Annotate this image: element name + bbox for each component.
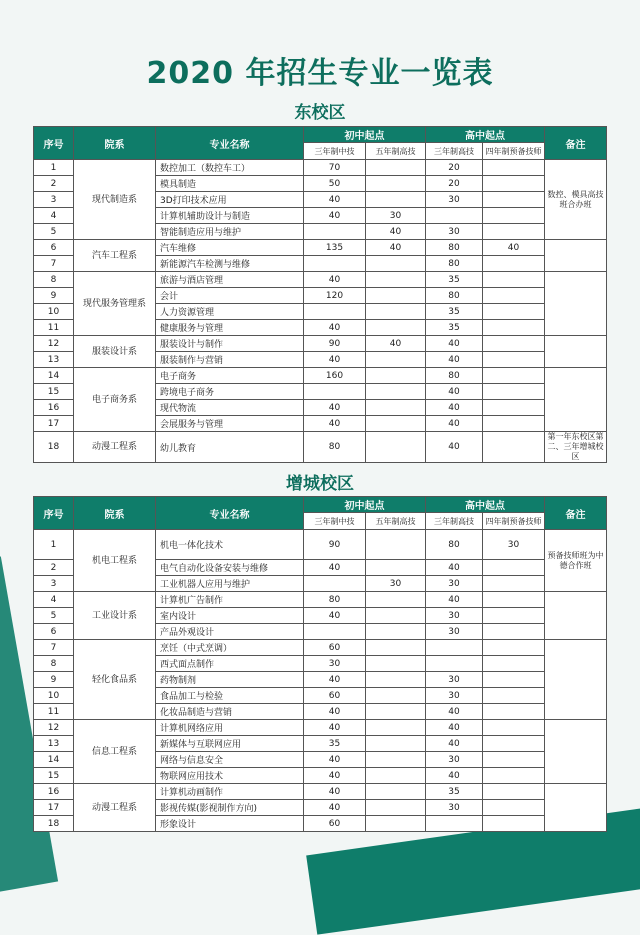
row-number: 13: [34, 352, 74, 368]
senior-3yr-quota: 80: [426, 288, 483, 304]
table-row: [34, 432, 607, 463]
row-number: 6: [34, 624, 74, 640]
senior-3yr-quota: [426, 208, 483, 224]
major-name: 人力资源管理: [156, 304, 304, 320]
major-name: 服装制作与营销: [156, 352, 304, 368]
junior-5yr-quota: [366, 672, 426, 688]
junior-3yr-quota: 40: [304, 672, 366, 688]
department-cell: 汽车工程系: [74, 240, 156, 272]
senior-4yr-quota: [483, 336, 545, 352]
header-note: 备注: [545, 497, 607, 530]
senior-3yr-quota: 40: [426, 560, 483, 576]
table-row: [34, 272, 607, 288]
header-senior: 高中起点: [426, 127, 545, 143]
table-row: [34, 530, 607, 560]
junior-5yr-quota: 40: [366, 224, 426, 240]
note-cell: [545, 592, 607, 640]
row-number: 2: [34, 560, 74, 576]
major-name: 服装设计与制作: [156, 336, 304, 352]
row-number: 14: [34, 752, 74, 768]
department-cell: 轻化食品系: [74, 640, 156, 720]
row-number: 18: [34, 432, 74, 463]
senior-3yr-quota: 30: [426, 800, 483, 816]
major-name: 3D打印技术应用: [156, 192, 304, 208]
junior-3yr-quota: 40: [304, 704, 366, 720]
senior-3yr-quota: 30: [426, 624, 483, 640]
major-name: 现代物流: [156, 400, 304, 416]
junior-3yr-quota: 40: [304, 320, 366, 336]
department-cell: 电子商务系: [74, 368, 156, 432]
row-number: 10: [34, 688, 74, 704]
page-title: 2020 年招生专业一览表: [146, 56, 494, 91]
senior-3yr-quota: 35: [426, 304, 483, 320]
header-senior: 高中起点: [426, 497, 545, 513]
senior-4yr-quota: [483, 400, 545, 416]
senior-3yr-quota: 40: [426, 384, 483, 400]
row-number: 18: [34, 816, 74, 832]
table-row: [34, 640, 607, 656]
major-name: 新能源汽车检测与维修: [156, 256, 304, 272]
row-number: 8: [34, 656, 74, 672]
senior-3yr-quota: 40: [426, 592, 483, 608]
header-no: 序号: [34, 127, 74, 160]
row-number: 6: [34, 240, 74, 256]
junior-3yr-quota: 40: [304, 800, 366, 816]
senior-3yr-quota: 40: [426, 768, 483, 784]
senior-4yr-quota: [483, 192, 545, 208]
department-cell: 动漫工程系: [74, 432, 156, 463]
junior-5yr-quota: [366, 352, 426, 368]
junior-5yr-quota: [366, 688, 426, 704]
row-number: 11: [34, 704, 74, 720]
department-cell: 动漫工程系: [74, 784, 156, 832]
junior-5yr-quota: [366, 768, 426, 784]
junior-3yr-quota: 40: [304, 192, 366, 208]
note-cell: [545, 336, 607, 368]
major-name: 智能制造应用与维护: [156, 224, 304, 240]
row-number: 13: [34, 736, 74, 752]
junior-3yr-quota: 35: [304, 736, 366, 752]
junior-5yr-quota: [366, 530, 426, 560]
table-row: [34, 784, 607, 800]
senior-3yr-quota: 80: [426, 240, 483, 256]
junior-5yr-quota: [366, 640, 426, 656]
junior-5yr-quota: [366, 160, 426, 176]
junior-5yr-quota: [366, 432, 426, 463]
header-c2: 五年制高技: [366, 513, 426, 530]
junior-3yr-quota: 40: [304, 352, 366, 368]
junior-5yr-quota: [366, 192, 426, 208]
senior-4yr-quota: [483, 384, 545, 400]
junior-5yr-quota: [366, 720, 426, 736]
senior-4yr-quota: [483, 256, 545, 272]
junior-5yr-quota: [366, 736, 426, 752]
senior-4yr-quota: [483, 800, 545, 816]
junior-3yr-quota: 60: [304, 640, 366, 656]
row-number: 9: [34, 288, 74, 304]
junior-5yr-quota: [366, 800, 426, 816]
row-number: 11: [34, 320, 74, 336]
junior-3yr-quota: 40: [304, 400, 366, 416]
major-name: 形象设计: [156, 816, 304, 832]
senior-4yr-quota: [483, 208, 545, 224]
row-number: 1: [34, 160, 74, 176]
header-dept: 院系: [74, 497, 156, 530]
header-c2: 五年制高技: [366, 143, 426, 160]
senior-4yr-quota: [483, 352, 545, 368]
major-name: 计算机动画制作: [156, 784, 304, 800]
junior-5yr-quota: [366, 592, 426, 608]
row-number: 5: [34, 224, 74, 240]
table-row: [34, 240, 607, 256]
major-name: 模具制造: [156, 176, 304, 192]
senior-4yr-quota: [483, 688, 545, 704]
junior-3yr-quota: [304, 256, 366, 272]
senior-4yr-quota: [483, 176, 545, 192]
header-c3: 三年制高技: [426, 513, 483, 530]
major-name: 旅游与酒店管理: [156, 272, 304, 288]
campus-title-zengcheng: 增城校区: [286, 474, 354, 494]
junior-5yr-quota: [366, 288, 426, 304]
junior-3yr-quota: 40: [304, 608, 366, 624]
row-number: 12: [34, 720, 74, 736]
senior-3yr-quota: 30: [426, 576, 483, 592]
major-name: 室内设计: [156, 608, 304, 624]
header-major: 专业名称: [156, 127, 304, 160]
junior-5yr-quota: [366, 272, 426, 288]
major-name: 食品加工与检验: [156, 688, 304, 704]
junior-5yr-quota: [366, 176, 426, 192]
senior-4yr-quota: [483, 592, 545, 608]
row-number: 8: [34, 272, 74, 288]
row-number: 3: [34, 576, 74, 592]
junior-3yr-quota: [304, 576, 366, 592]
senior-4yr-quota: [483, 656, 545, 672]
major-name: 计算机网络应用: [156, 720, 304, 736]
senior-4yr-quota: [483, 272, 545, 288]
major-name: 电气自动化设备安装与维修: [156, 560, 304, 576]
senior-4yr-quota: [483, 816, 545, 832]
junior-5yr-quota: [366, 320, 426, 336]
junior-3yr-quota: 90: [304, 336, 366, 352]
header-major: 专业名称: [156, 497, 304, 530]
row-number: 10: [34, 304, 74, 320]
department-cell: 现代服务管理系: [74, 272, 156, 336]
note-cell: [545, 240, 607, 272]
senior-3yr-quota: 20: [426, 176, 483, 192]
major-name: 西式面点制作: [156, 656, 304, 672]
major-name: 新媒体与互联网应用: [156, 736, 304, 752]
junior-3yr-quota: 40: [304, 208, 366, 224]
senior-4yr-quota: [483, 752, 545, 768]
senior-4yr-quota: [483, 608, 545, 624]
senior-4yr-quota: [483, 416, 545, 432]
senior-4yr-quota: [483, 320, 545, 336]
senior-4yr-quota: [483, 576, 545, 592]
junior-3yr-quota: 90: [304, 530, 366, 560]
senior-3yr-quota: 30: [426, 224, 483, 240]
major-name: 幼儿教育: [156, 432, 304, 463]
junior-3yr-quota: [304, 384, 366, 400]
senior-4yr-quota: [483, 432, 545, 463]
row-number: 5: [34, 608, 74, 624]
senior-3yr-quota: 40: [426, 352, 483, 368]
major-name: 产品外观设计: [156, 624, 304, 640]
row-number: 3: [34, 192, 74, 208]
senior-3yr-quota: [426, 656, 483, 672]
junior-3yr-quota: 160: [304, 368, 366, 384]
major-name: 计算机广告制作: [156, 592, 304, 608]
senior-3yr-quota: 40: [426, 704, 483, 720]
header-c3: 三年制高技: [426, 143, 483, 160]
row-number: 15: [34, 768, 74, 784]
senior-4yr-quota: [483, 288, 545, 304]
campus-title-east: 东校区: [294, 103, 346, 123]
junior-5yr-quota: [366, 416, 426, 432]
senior-4yr-quota: [483, 560, 545, 576]
junior-3yr-quota: 50: [304, 176, 366, 192]
senior-3yr-quota: 40: [426, 432, 483, 463]
junior-5yr-quota: [366, 656, 426, 672]
row-number: 17: [34, 416, 74, 432]
header-dept: 院系: [74, 127, 156, 160]
junior-5yr-quota: [366, 560, 426, 576]
note-cell: [545, 272, 607, 336]
major-name: 网络与信息安全: [156, 752, 304, 768]
major-name: 会展服务与管理: [156, 416, 304, 432]
junior-5yr-quota: [366, 752, 426, 768]
note-cell: 数控、模具高技班合办班: [545, 160, 607, 240]
header-note: 备注: [545, 127, 607, 160]
junior-5yr-quota: [366, 400, 426, 416]
senior-3yr-quota: 30: [426, 688, 483, 704]
senior-4yr-quota: 30: [483, 530, 545, 560]
major-name: 健康服务与管理: [156, 320, 304, 336]
major-name: 计算机辅助设计与制造: [156, 208, 304, 224]
row-number: 7: [34, 640, 74, 656]
senior-3yr-quota: 40: [426, 400, 483, 416]
senior-3yr-quota: 20: [426, 160, 483, 176]
junior-5yr-quota: [366, 624, 426, 640]
table-row: [34, 160, 607, 176]
senior-4yr-quota: 40: [483, 240, 545, 256]
row-number: 4: [34, 592, 74, 608]
table-row: [34, 336, 607, 352]
table-row: [34, 592, 607, 608]
junior-5yr-quota: [366, 384, 426, 400]
junior-3yr-quota: 80: [304, 592, 366, 608]
department-cell: 现代制造系: [74, 160, 156, 240]
header-c1: 三年制中技: [304, 143, 366, 160]
row-number: 7: [34, 256, 74, 272]
senior-4yr-quota: [483, 368, 545, 384]
row-number: 1: [34, 530, 74, 560]
senior-3yr-quota: 40: [426, 736, 483, 752]
junior-3yr-quota: 135: [304, 240, 366, 256]
header-junior: 初中起点: [304, 497, 426, 513]
row-number: 4: [34, 208, 74, 224]
junior-3yr-quota: 40: [304, 768, 366, 784]
major-name: 数控加工（数控车工）: [156, 160, 304, 176]
junior-5yr-quota: [366, 704, 426, 720]
senior-3yr-quota: 30: [426, 608, 483, 624]
note-cell: [545, 720, 607, 784]
major-name: 跨境电子商务: [156, 384, 304, 400]
senior-4yr-quota: [483, 672, 545, 688]
major-name: 汽车维修: [156, 240, 304, 256]
header-c4: 四年制预备技师: [483, 513, 545, 530]
junior-3yr-quota: 40: [304, 784, 366, 800]
junior-3yr-quota: [304, 224, 366, 240]
note-cell: [545, 368, 607, 432]
major-name: 会计: [156, 288, 304, 304]
row-number: 12: [34, 336, 74, 352]
table-row: [34, 720, 607, 736]
senior-3yr-quota: 30: [426, 672, 483, 688]
junior-5yr-quota: [366, 256, 426, 272]
junior-5yr-quota: [366, 816, 426, 832]
junior-3yr-quota: 70: [304, 160, 366, 176]
note-cell: 第一年东校区第二、三年增城校区: [545, 432, 607, 463]
senior-3yr-quota: [426, 640, 483, 656]
junior-3yr-quota: [304, 624, 366, 640]
senior-3yr-quota: [426, 816, 483, 832]
senior-4yr-quota: [483, 624, 545, 640]
row-number: 9: [34, 672, 74, 688]
zengcheng-table-body: [34, 530, 607, 832]
junior-3yr-quota: 40: [304, 720, 366, 736]
row-number: 14: [34, 368, 74, 384]
junior-3yr-quota: 40: [304, 560, 366, 576]
header-c1: 三年制中技: [304, 513, 366, 530]
senior-3yr-quota: 80: [426, 256, 483, 272]
senior-4yr-quota: [483, 720, 545, 736]
row-number: 15: [34, 384, 74, 400]
senior-3yr-quota: 80: [426, 530, 483, 560]
senior-4yr-quota: [483, 160, 545, 176]
note-cell: [545, 640, 607, 720]
senior-3yr-quota: 35: [426, 272, 483, 288]
senior-4yr-quota: [483, 224, 545, 240]
senior-4yr-quota: [483, 304, 545, 320]
senior-4yr-quota: [483, 736, 545, 752]
senior-3yr-quota: 40: [426, 720, 483, 736]
junior-5yr-quota: 30: [366, 576, 426, 592]
department-cell: 服装设计系: [74, 336, 156, 368]
junior-5yr-quota: [366, 608, 426, 624]
junior-3yr-quota: 30: [304, 656, 366, 672]
row-number: 2: [34, 176, 74, 192]
junior-3yr-quota: 40: [304, 416, 366, 432]
major-name: 药物制剂: [156, 672, 304, 688]
junior-3yr-quota: 120: [304, 288, 366, 304]
junior-5yr-quota: 40: [366, 336, 426, 352]
junior-3yr-quota: 60: [304, 816, 366, 832]
note-cell: [545, 784, 607, 832]
junior-3yr-quota: 40: [304, 272, 366, 288]
note-cell: 预备技师班为中德合作班: [545, 530, 607, 592]
junior-3yr-quota: 80: [304, 432, 366, 463]
junior-3yr-quota: 40: [304, 752, 366, 768]
major-name: 影视传媒(影视制作方向): [156, 800, 304, 816]
major-name: 工业机器人应用与维护: [156, 576, 304, 592]
senior-3yr-quota: 80: [426, 368, 483, 384]
table-row: [34, 368, 607, 384]
major-name: 机电一体化技术: [156, 530, 304, 560]
major-name: 化妆品制造与营销: [156, 704, 304, 720]
major-name: 物联网应用技术: [156, 768, 304, 784]
senior-3yr-quota: 35: [426, 320, 483, 336]
east-table-body: [34, 160, 607, 463]
row-number: 16: [34, 400, 74, 416]
senior-3yr-quota: 35: [426, 784, 483, 800]
junior-5yr-quota: 40: [366, 240, 426, 256]
junior-5yr-quota: [366, 784, 426, 800]
senior-3yr-quota: 30: [426, 192, 483, 208]
senior-4yr-quota: [483, 704, 545, 720]
zengcheng-campus-table: [33, 496, 607, 832]
senior-3yr-quota: 40: [426, 416, 483, 432]
row-number: 17: [34, 800, 74, 816]
junior-3yr-quota: 60: [304, 688, 366, 704]
department-cell: 机电工程系: [74, 530, 156, 592]
junior-5yr-quota: 30: [366, 208, 426, 224]
major-name: 烹饪（中式烹调）: [156, 640, 304, 656]
senior-4yr-quota: [483, 784, 545, 800]
senior-3yr-quota: 30: [426, 752, 483, 768]
header-c4: 四年制预备技师: [483, 143, 545, 160]
header-no: 序号: [34, 497, 74, 530]
department-cell: 工业设计系: [74, 592, 156, 640]
junior-5yr-quota: [366, 368, 426, 384]
senior-4yr-quota: [483, 768, 545, 784]
junior-3yr-quota: [304, 304, 366, 320]
major-name: 电子商务: [156, 368, 304, 384]
department-cell: 信息工程系: [74, 720, 156, 784]
senior-4yr-quota: [483, 640, 545, 656]
row-number: 16: [34, 784, 74, 800]
header-junior: 初中起点: [304, 127, 426, 143]
east-campus-table: [33, 126, 607, 463]
junior-5yr-quota: [366, 304, 426, 320]
senior-3yr-quota: 40: [426, 336, 483, 352]
